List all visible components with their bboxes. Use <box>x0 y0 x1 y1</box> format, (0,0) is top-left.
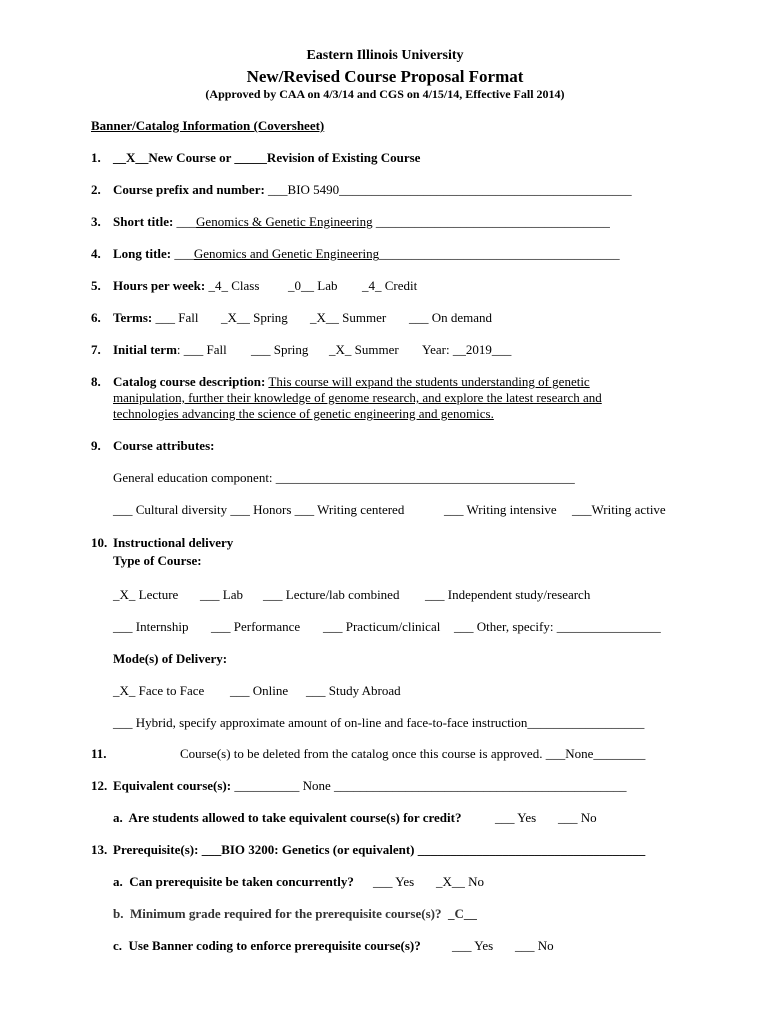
equivalent-label: Equivalent course(s): <box>113 778 232 793</box>
approval-note: (Approved by CAA on 4/3/14 and CGS on 4/15/14, Effective Fall 2014) <box>205 87 565 101</box>
course-attributes-label: Course attributes: <box>113 438 215 453</box>
item-number: 1. <box>91 150 101 165</box>
initial-term-row <box>113 342 227 358</box>
item-number: 4. <box>91 246 101 261</box>
blank: ___ <box>171 246 194 261</box>
initial-summer-option[interactable]: _X_ Summer <box>329 342 399 357</box>
concurrent-yes-option[interactable]: ___ Yes <box>373 874 415 889</box>
lecture-option[interactable]: _X_ Lecture <box>113 587 179 602</box>
terms-row <box>113 310 198 326</box>
gen-ed-field[interactable]: General education component: ______________________________________________ <box>113 470 575 485</box>
practicum-option[interactable]: ___ Practicum/clinical <box>323 619 441 634</box>
catalog-desc-line3[interactable]: technologies advancing the science of genetic engineering and genomics. <box>113 406 494 421</box>
online-option[interactable]: ___ Online <box>230 683 289 698</box>
initial-year-field[interactable]: Year: __2019___ <box>422 342 512 357</box>
long-title-row <box>113 246 620 262</box>
long-title-field[interactable]: Genomics and Genetic Engineering <box>193 246 380 261</box>
face-to-face-option[interactable]: _X_ Face to Face <box>113 683 205 698</box>
term-fall-option[interactable]: ___ Fall <box>152 310 199 325</box>
banner-no-option[interactable]: ___ No <box>515 938 554 953</box>
term-summer-option[interactable]: _X__ Summer <box>310 310 387 325</box>
independent-study-option[interactable]: ___ Independent study/research <box>425 587 591 602</box>
university-name: Eastern Illinois University <box>306 48 464 63</box>
item-number: 5. <box>91 278 101 293</box>
courses-deleted-field[interactable]: Course(s) to be deleted from the catalog once this course is approved. ___None________ <box>180 746 646 761</box>
concurrent-no-option[interactable]: _X__ No <box>436 874 485 889</box>
hours-row <box>113 278 259 294</box>
initial-term-label: Initial term <box>113 342 177 357</box>
lecture-lab-option[interactable]: ___ Lecture/lab combined <box>263 587 400 602</box>
blank: ____________________________________ <box>372 214 610 229</box>
item-number: 8. <box>91 374 101 389</box>
type-of-course-label: Type of Course: <box>113 553 202 568</box>
instructional-delivery-label: Instructional delivery <box>113 535 234 550</box>
initial-fall-option[interactable]: : ___ Fall <box>176 342 227 357</box>
initial-spring-option[interactable]: ___ Spring <box>251 342 309 357</box>
item-number: 13. <box>91 842 108 857</box>
credit-hours-field[interactable]: _4_ Credit <box>362 278 418 293</box>
equivalent-no-option[interactable]: ___ No <box>558 810 597 825</box>
item-number: 10. <box>91 535 108 550</box>
minimum-grade-question[interactable]: b. Minimum grade required for the prerequisite course(s)? _C__ <box>113 906 477 921</box>
short-title-field[interactable]: Genomics & Genetic Engineering <box>196 214 373 229</box>
hours-label: Hours per week: <box>113 278 206 293</box>
form-title: New/Revised Course Proposal Format <box>246 67 524 86</box>
equivalent-row <box>113 778 627 794</box>
banner-yes-option[interactable]: ___ Yes <box>452 938 494 953</box>
equivalent-yes-option[interactable]: ___ Yes <box>495 810 537 825</box>
item-number: 6. <box>91 310 101 325</box>
item-number: 7. <box>91 342 101 357</box>
terms-label: Terms: <box>113 310 153 325</box>
short-title-row <box>113 214 610 230</box>
catalog-desc-row <box>113 374 590 390</box>
lab-hours-field[interactable]: _0__ Lab <box>288 278 338 293</box>
equivalent-credit-question: a. Are students allowed to take equivalent course(s) for credit? <box>113 810 462 825</box>
long-title-label: Long title: <box>113 246 172 261</box>
concurrent-question: a. Can prerequisite be taken concurrently? <box>113 874 354 889</box>
catalog-desc-line1[interactable]: This course will expand the students understanding of genetic <box>268 374 590 389</box>
blank: _____________________________________ <box>379 246 620 261</box>
banner-coding-question: c. Use Banner coding to enforce prerequisite course(s)? <box>113 938 421 953</box>
course-prefix-field[interactable]: ___BIO 5490_____________________________________________ <box>264 182 632 197</box>
equivalent-field[interactable]: __________ None _____________________________________________ <box>231 778 627 793</box>
blank: ___ <box>173 214 197 229</box>
course-prefix-label: Course prefix and number: <box>113 182 265 197</box>
item-number: 3. <box>91 214 101 229</box>
mode-of-delivery-label: Mode(s) of Delivery: <box>113 651 228 666</box>
class-hours-field[interactable]: _4_ Class <box>205 278 260 293</box>
course-type-field[interactable]: __X__New Course or _____Revision of Existing Course <box>113 150 421 165</box>
study-abroad-option[interactable]: ___ Study Abroad <box>306 683 401 698</box>
internship-option[interactable]: ___ Internship <box>113 619 189 634</box>
item-number: 9. <box>91 438 101 453</box>
item-number: 2. <box>91 182 101 197</box>
catalog-desc-label: Catalog course description: <box>113 374 266 389</box>
term-ondemand-option[interactable]: ___ On demand <box>409 310 493 325</box>
course-prefix-row <box>113 182 632 198</box>
term-spring-option[interactable]: _X__ Spring <box>221 310 288 325</box>
section-heading: Banner/Catalog Information (Coversheet) <box>91 118 325 133</box>
prerequisite-field[interactable]: Prerequisite(s): ___BIO 3200: Genetics (or equivalent) ___________________________________ <box>113 842 646 857</box>
catalog-desc-line2[interactable]: manipulation, further their knowledge of genome research, and explore the latest research and <box>113 390 602 405</box>
attributes-options[interactable]: ___ Cultural diversity ___ Honors ___ Writing centered <box>113 502 405 517</box>
short-title-label: Short title: <box>113 214 174 229</box>
writing-active-option[interactable]: ___Writing active <box>572 502 666 517</box>
item-number: 12. <box>91 778 108 793</box>
lab-option[interactable]: ___ Lab <box>200 587 243 602</box>
performance-option[interactable]: ___ Performance <box>211 619 301 634</box>
item-number: 11. <box>91 746 107 761</box>
writing-intensive-option[interactable]: ___ Writing intensive <box>444 502 557 517</box>
hybrid-option[interactable]: ___ Hybrid, specify approximate amount of on-line and face-to-face instruction__________________ <box>113 715 645 730</box>
other-option[interactable]: ___ Other, specify: ________________ <box>454 619 661 634</box>
